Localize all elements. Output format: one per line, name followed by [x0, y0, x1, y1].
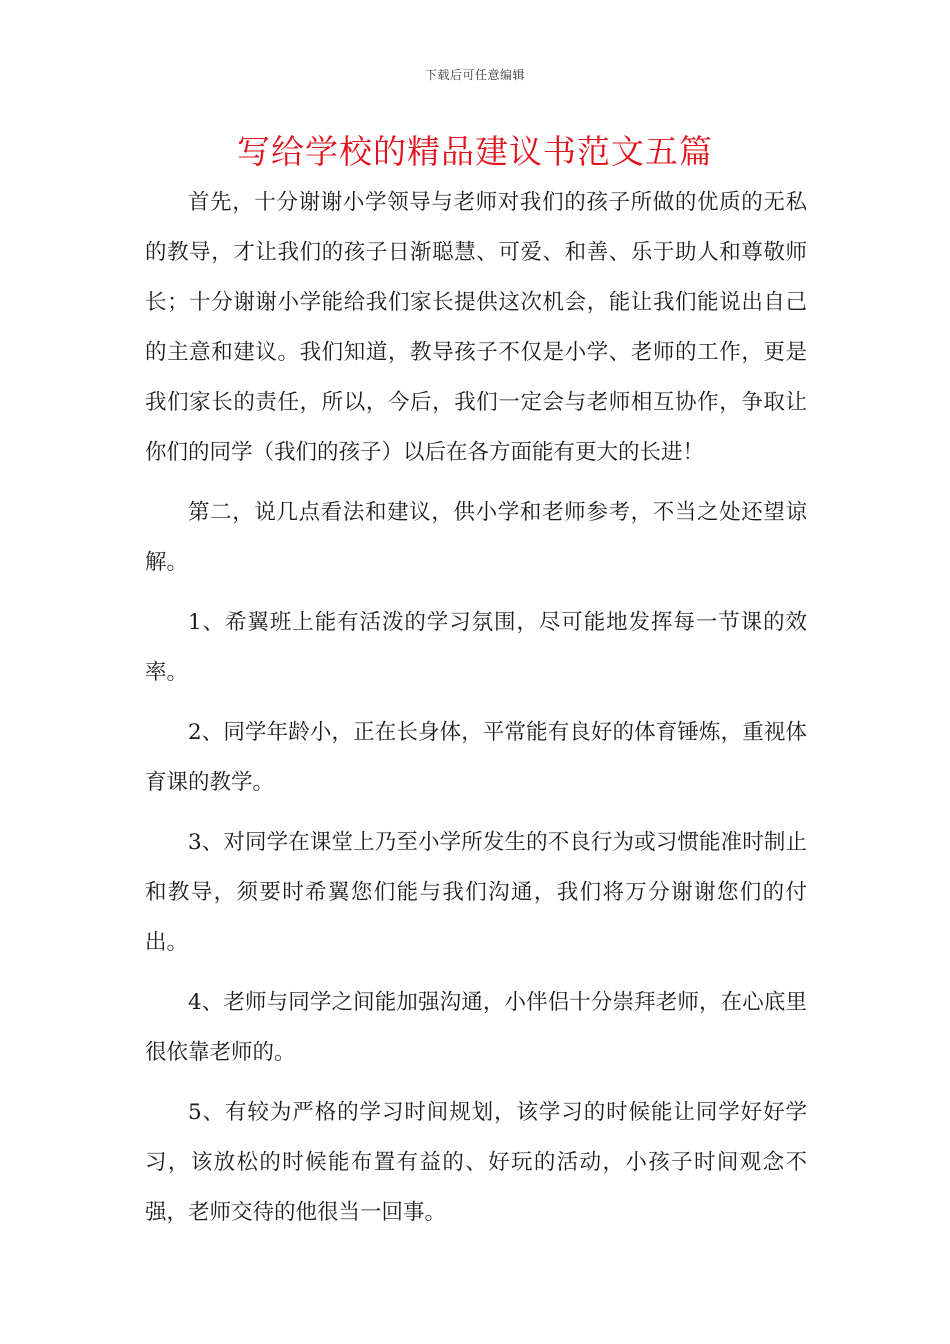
paragraph-point-1: 1、希翼班上能有活泼的学习氛围，尽可能地发挥每一节课的效率。: [145, 610, 807, 685]
document-body: [145, 178, 807, 1248]
paragraph-second: 第二，说几点看法和建议，供小学和老师参考，不当之处还望谅解。: [145, 500, 807, 575]
paragraph-point-2: 2、同学年龄小，正在长身体，平常能有良好的体育锤炼，重视体育课的教学。: [145, 720, 807, 795]
paragraph-point-3: 3、对同学在课堂上乃至小学所发生的不良行为或习惯能准时制止和教导，须要时希翼您们能与我们沟通，我们将万分谢谢您们的付出。: [145, 830, 807, 955]
paragraph-point-4: 4、老师与同学之间能加强沟通，小伴侣十分崇拜老师，在心底里很依靠老师的。: [145, 990, 807, 1065]
paragraph-intro: 首先，十分谢谢小学领导与老师对我们的孩子所做的优质的无私的教导，才让我们的孩子日渐聪慧、可爱、和善、乐于助人和尊敬师长；十分谢谢小学能给我们家长提供这次机会，能让我们能说出自己的主意和建议。我们知道，教导孩子不仅是小学、老师的工作，更是我们家长的责任，所以，今后，我们一定会与老师相互协作，争取让你们的同学（我们的孩子）以后在各方面能有更大的长进！: [145, 190, 807, 465]
header-note: 下载后可任意编辑: [424, 68, 525, 82]
paragraph-point-5: 5、有较为严格的学习时间规划，该学习的时候能让同学好好学习，该放松的时候能布置有益的、好玩的活动，小孩子时间观念不强，老师交待的他很当一回事。: [145, 1100, 807, 1225]
document-title: 写给学校的精品建议书范文五篇: [237, 132, 713, 171]
